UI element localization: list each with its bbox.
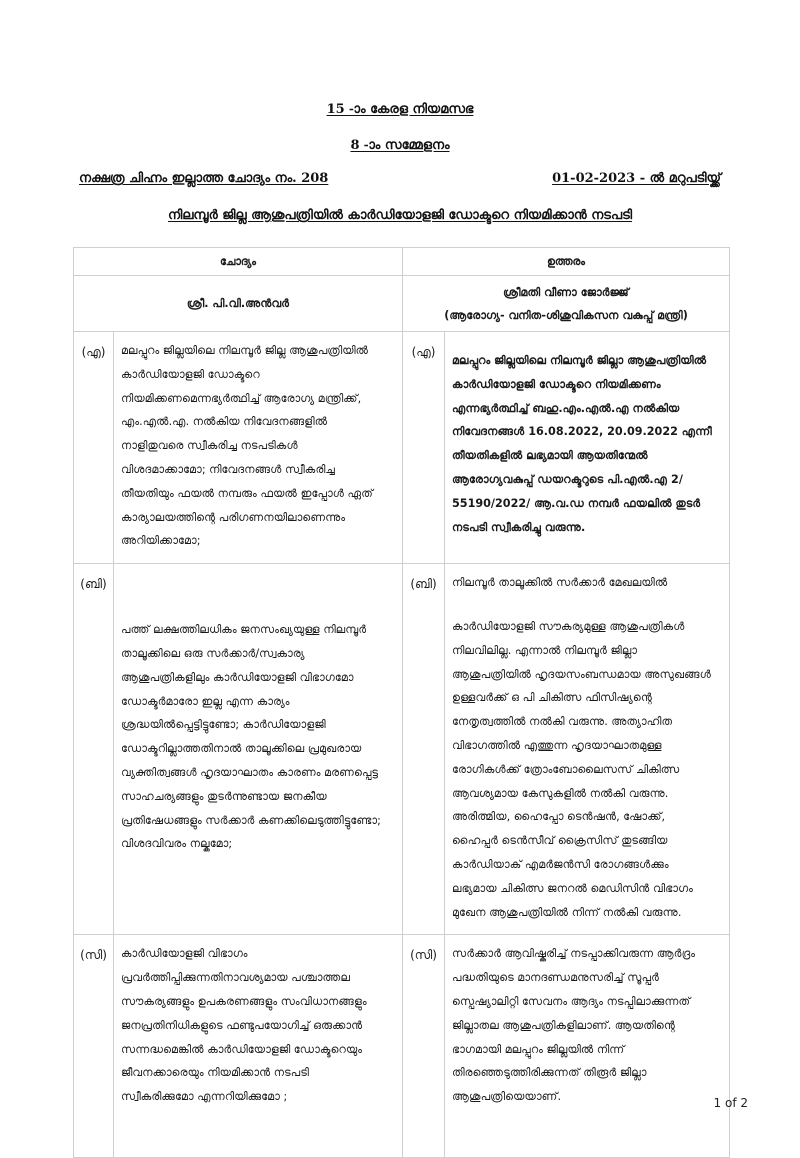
text-line: ആവശ്യമായ കേസുകളിൽ നൽകി വരുന്നു. (452, 786, 669, 800)
table-row (74, 935, 730, 1158)
text-line: ശ്രദ്ധയിൽപ്പെട്ടിട്ടുണ്ടോ; കാർഡിയോളജി (121, 718, 326, 732)
text-line: ഭാഗമായി മലപ്പുറം ജില്ലയിൽ നിന്ന് (452, 1042, 625, 1056)
text-line: വിശദമാക്കാമോ; നിവേദനങ്ങൾ സ്വീകരിച്ച (121, 462, 336, 476)
text-line: സൗകര്യങ്ങളും ഉപകരണങ്ങളും സംവിധാനങ്ങളും (121, 994, 367, 1008)
text-line: തീയതിയും ഫയൽ നമ്പരും ഫയൽ ഇപ്പോൾ ഏത് (121, 486, 373, 500)
text-line: മുഖേന ആശുപത്രിയിൽ നിന്ന് നൽകി വരുന്നു. (452, 905, 682, 919)
text-line: എന്നഭ്യർത്ഥിച്ച് ബഹു.എം.എൽ.എ നൽകിയ (452, 401, 680, 415)
assembly-title: 15 -ാം കേരള നിയമസഭ (326, 102, 474, 117)
text-line: സ്വീകരിക്കുമോ എന്നറിയിക്കുമോ ; (121, 1090, 288, 1104)
text-line: പദ്ധതിയുടെ മാനദണ്ഡമനുസരിച്ച് സൂപ്പർ (452, 971, 659, 985)
table-header-row (74, 248, 730, 276)
text-line: വ്യക്തിത്വങ്ങൾ ഹൃദയാഘാതം കാരണം മരണപ്പെട്ട (121, 765, 379, 779)
text-line: മലപ്പുറം ജില്ലയിലെ നിലമ്പൂർ ജില്ല ആശുപത്രിയിൽ (121, 344, 369, 357)
answer-date: 01-02-2023 - ൽ മറുപടിയ്ക്ക് (552, 171, 721, 186)
text-line: നിയമിക്കണമെന്നഭ്യർത്ഥിച്ച് ആരോഗ്യ മന്ത്രിക്ക്, (121, 391, 362, 405)
answer-label: (ബി) (403, 564, 445, 935)
text-line: സന്നദ്ധമെങ്കിൽ കാർഡിയോളജി ഡോക്ടറെയും (121, 1042, 363, 1056)
text-line: നിവേദനങ്ങൾ 16.08.2022, 20.09.2022 എന്നീ (452, 425, 712, 439)
text-line: നാളിതുവരെ സ്വീകരിച്ച നടപടികൾ (121, 439, 298, 453)
text-line: സർക്കാർ ആവിഷ്കരിച്ച് നടപ്പാക്കിവരുന്ന ആർദ്രം (452, 947, 696, 961)
answer-label: (സി) (403, 935, 445, 1158)
answerer-cell (403, 276, 730, 332)
text-line: ആശുപത്രിയിൽ ഹൃദയസംബന്ധമായ അസുഖങ്ങൾ (452, 667, 712, 681)
answer-label: (എ) (403, 332, 445, 564)
table-row (74, 332, 730, 564)
text-line: ലഭ്യമായ ചികിത്സ ജനറൽ മെഡിസിൻ വിഭാഗം (452, 881, 693, 895)
question-label: (സി) (74, 935, 114, 1158)
text-line: പ്രതിഷേധങ്ങളും സർക്കാർ കണക്കിലെടുത്തിട്ടുണ്ടോ; (121, 813, 381, 827)
text-line: സാഹചര്യങ്ങളും തുടർന്നുണ്ടായ ജനകീയ (121, 789, 327, 803)
text-line: വിഭാഗത്തിൽ എത്തുന്ന ഹൃദയാഘാതമുള്ള (452, 738, 662, 752)
question-number: നക്ഷത്ര ചിഹ്നം ഇല്ലാത്ത ചോദ്യം നം. 208 (79, 171, 329, 186)
text-line: കാർഡിയോളജി ഡോക്ടറെ (121, 367, 260, 381)
session-title: 8 -ാം സമ്മേളനം (350, 138, 450, 153)
text-line: കാർഡിയോളജി വിഭാഗം (121, 947, 248, 961)
text-line: 55190/2022/ ആ.വ.ഡ നമ്പർ ഫയലിൽ തുടർ (452, 496, 701, 510)
question-column-header: ചോദ്യം (74, 248, 403, 276)
text-line: മലപ്പുറം ജില്ലയിലെ നിലമ്പൂർ ജില്ലാ ആശുപത്രിയിൽ (452, 354, 707, 367)
text-line: നിലവിലില്ല. എന്നാൽ നിലമ്പൂർ ജില്ലാ (452, 643, 638, 657)
answer-text (445, 332, 730, 564)
questioner-name: ശ്രീ. പി.വി.അൻവർ (74, 276, 403, 332)
text-line: ആരോഗ്യവകുപ്പ് ഡയറക്ടറുടെ പി.എൽ.എ 2/ (452, 472, 683, 486)
question-text (114, 935, 403, 1158)
text-line: ജനപ്രതിനിധികളുടെ ഫണ്ടുപയോഗിച്ച് ഒരുക്കാൻ (121, 1018, 363, 1032)
answer-text (445, 564, 730, 935)
text-line: പത്ത് ലക്ഷത്തിലധികം ജനസംഖ്യയുള്ള നിലമ്പൂർ (121, 623, 367, 637)
text-line: കാര്യാലയത്തിന്റെ പരിഗണനയിലാണെന്നും (121, 510, 346, 524)
text-line: തീയതികളിൽ ലഭ്യമായി ആയതിന്മേൽ (452, 449, 648, 463)
text-line: കാർഡിയാക് എമർജൻസി രോഗങ്ങൾക്കും (452, 857, 669, 871)
text-line: നടപടി സ്വീകരിച്ചു വരുന്നു. (452, 520, 586, 534)
text-line: പ്രവർത്തിപ്പിക്കുന്നതിനാവശ്യമായ പശ്ചാത്തല (121, 971, 351, 985)
question-label: (ബി) (74, 564, 114, 935)
text-line: തിരഞ്ഞെടുത്തിരിക്കുന്നത് തിരൂർ ജില്ലാ (452, 1066, 647, 1080)
text-line: ജീവനക്കാരെയും നിയമിക്കാൻ നടപടി (121, 1066, 309, 1080)
answerer-designation: (ആരോഗ്യ- വനിത-ശിശുവികസന വകുപ്പ് മന്ത്രി) (444, 308, 688, 322)
text-line: കാർഡിയോളജി സൗകര്യമുള്ള ആശുപത്രികൾ (452, 619, 685, 633)
text-line: ഡോക്ടറില്ലാത്തതിനാൽ താലൂക്കിലെ പ്രമുഖരായ (121, 742, 362, 756)
text-line: ഹൈപ്പർ ടെൻസീവ് ക്രൈസിസ് തുടങ്ങിയ (452, 834, 668, 848)
text-line: ഉള്ളവർക്ക് ഒ പി ചികിത്സ ഫിസിഷ്യന്റെ (452, 691, 652, 705)
question-answer-table (73, 247, 730, 1158)
text-line: ഡോക്ടർമാരോ ഇല്ല എന്ന കാര്യം (121, 694, 290, 708)
text-line: കാർഡിയോളജി ഡോക്ടറെ നിയമിക്കണം (452, 377, 661, 391)
question-text (114, 332, 403, 564)
text-line: നേതൃത്വത്തിൽ നൽകി വരുന്നു. അത്യാഹിത (452, 715, 673, 729)
answerer-name: ശ്രീമതി വീണാ ജോർജ്ജ് (503, 285, 629, 299)
question-label: (എ) (74, 332, 114, 564)
text-line: എം.എൽ.എ. നൽകിയ നിവേദനങ്ങളിൽ (121, 415, 328, 429)
answer-text (445, 935, 730, 1158)
text-line: നിലമ്പൂർ താലൂക്കിൽ സർക്കാർ മേഖലയിൽ (452, 576, 668, 590)
text-line: സ്പെഷ്യാലിറ്റി സേവനം ആദ്യം നടപ്പിലാക്കുന്നത് (452, 994, 691, 1008)
text-line: താലൂക്കിലെ ഒരു സർക്കാർ/സ്വകാര്യ (121, 646, 305, 660)
page-indicator: 1 of 2 (713, 1096, 748, 1110)
text-line: ആശുപത്രിയെയാണ്. (452, 1090, 562, 1104)
answer-column-header: ഉത്തരം (403, 248, 730, 276)
text-line: ആശുപത്രികളിലും കാർഡിയോളജി വിഭാഗമോ (121, 670, 354, 684)
persons-row (74, 276, 730, 332)
question-subject: നിലമ്പൂർ ജില്ല ആശുപത്രിയിൽ കാർഡിയോളജി ഡോക്ടറെ നിയമിക്കാൻ നടപടി (167, 208, 633, 223)
text-line: വിശദവിവരം നല്കുമോ; (121, 837, 233, 851)
table-row (74, 564, 730, 935)
question-text (114, 564, 403, 935)
text-line: അറിയിക്കാമോ; (121, 534, 201, 548)
text-line: ജില്ലാതല ആശുപത്രികളിലാണ്. ആയതിന്റെ (452, 1018, 676, 1032)
text-line: അരിത്മിയ, ഹൈപ്പോ ടെൻഷൻ, ഷോക്ക്, (452, 810, 666, 824)
text-line: രോഗികൾക്ക് ത്രോംബോലൈസസ് ചികിത്സ (452, 762, 680, 776)
